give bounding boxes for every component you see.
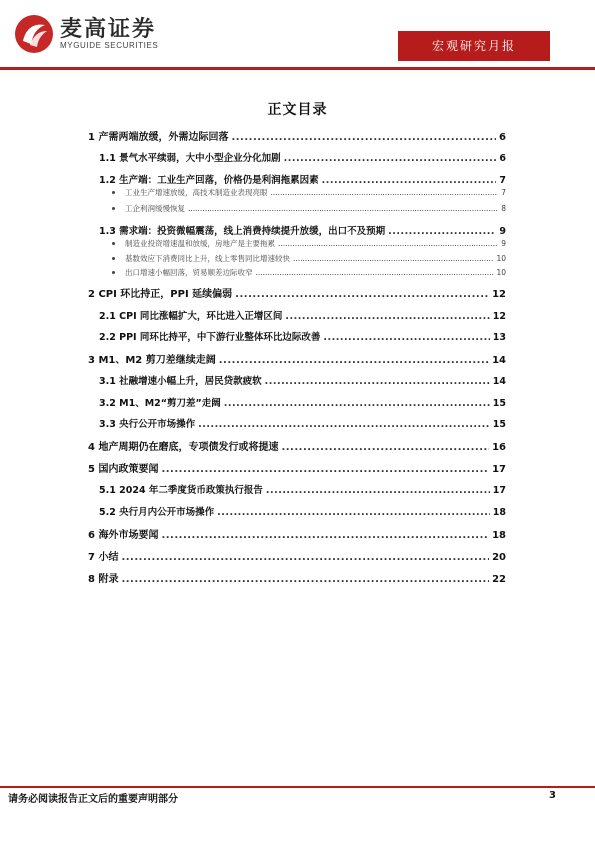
bullet-icon (112, 242, 115, 245)
dot-leader (188, 204, 498, 213)
toc-entry-page: 12 (492, 289, 506, 300)
bullet-icon (112, 191, 115, 194)
toc-entry-page: 22 (492, 574, 506, 585)
toc-entry[interactable] (99, 329, 506, 343)
toc-entry-page: 10 (496, 268, 506, 277)
toc-entry[interactable] (99, 373, 506, 387)
toc-entry-page: 16 (492, 442, 506, 453)
brand-name-cn: 麦高证券 (60, 17, 157, 42)
report-type-badge: 宏观研究月报 (398, 31, 550, 61)
toc-entry[interactable] (99, 308, 506, 322)
toc-entry-title: 1.2 生产端：工业生产回落，价格仍是利润拖累因素 (99, 175, 319, 186)
bullet-icon (112, 271, 115, 274)
toc-entry-page: 17 (492, 464, 506, 475)
dot-leader (224, 398, 490, 409)
toc-entry[interactable] (99, 172, 506, 186)
toc-entry-page: 9 (499, 226, 506, 237)
toc-entry-page: 6 (499, 153, 506, 164)
dot-leader (293, 254, 493, 263)
page-header (0, 0, 595, 70)
toc-entry[interactable] (88, 351, 506, 366)
toc-entry[interactable] (88, 570, 506, 585)
dot-leader (161, 530, 489, 541)
toc-entry-page: 10 (496, 254, 506, 263)
toc-entry-page: 20 (492, 552, 506, 563)
dot-leader (271, 188, 499, 197)
toc-entry[interactable] (99, 223, 506, 237)
toc-entry[interactable] (99, 504, 506, 518)
dot-leader (235, 289, 489, 300)
toc-entry-title: 1.3 需求端：投资微幅震荡，线上消费持续提升放缓，出口不及预期 (99, 226, 386, 237)
toc-entry-title: 出口增速小幅回落，贸易顺差边际收窄 (125, 268, 253, 277)
dot-leader (281, 442, 489, 453)
toc-entry-page: 13 (492, 332, 506, 343)
toc-entry-page: 6 (499, 132, 506, 143)
toc-entry[interactable] (99, 482, 506, 496)
toc-entry[interactable] (112, 238, 506, 249)
disclaimer-text: 请务必阅读报告正文后的重要声明部分 (8, 794, 178, 805)
dot-leader (278, 239, 498, 248)
toc-entry-page: 15 (492, 398, 506, 409)
toc-entry-title: 2.1 CPI 同比涨幅扩大，环比进入正增区间 (99, 311, 283, 322)
toc-entry[interactable] (88, 128, 506, 143)
toc-entry-title: 5 国内政策要闻 (88, 464, 159, 475)
dot-leader (198, 419, 490, 430)
dot-leader (231, 132, 496, 143)
toc-entry-title: 3.1 社融增速小幅上升，居民贷款疲软 (99, 376, 262, 387)
dot-leader (323, 332, 489, 343)
toc-entry-page: 17 (492, 485, 506, 496)
toc-entry-title: 2.2 PPI 同环比持平，中下游行业整体环比边际改善 (99, 332, 321, 343)
dot-leader (121, 574, 489, 585)
toc-entry-title: 8 附录 (88, 574, 119, 585)
toc-entry[interactable] (99, 150, 506, 164)
dot-leader (322, 175, 497, 186)
toc-entry-page: 7 (501, 188, 506, 197)
toc-entry[interactable] (99, 416, 506, 430)
toc-entry-page: 7 (499, 175, 506, 186)
toc-entry-title: 7 小结 (88, 552, 119, 563)
dot-leader (219, 355, 489, 366)
toc-entry-title: 工企利润缓慢恢复 (125, 204, 185, 213)
toc-entry-title: 3 M1、M2 剪刀差继续走阔 (88, 355, 216, 366)
toc-entry-title: 3.2 M1、M2“剪刀差”走阔 (99, 398, 221, 409)
toc-entry-title: 基数效应下消费同比上升，线上零售同比增速较快 (125, 254, 290, 263)
toc-entry-page: 14 (492, 355, 506, 366)
toc-entry-title: 制造业投资增速温和放缓，房地产是主要拖累 (125, 239, 275, 248)
dot-leader (285, 311, 489, 322)
page-number: 3 (549, 790, 556, 801)
toc-entry-page: 8 (501, 204, 506, 213)
dot-leader (284, 153, 497, 164)
toc-heading: 正文目录 (267, 102, 328, 118)
header-divider (0, 67, 595, 70)
brand-name-en: MYGUIDE SECURITIES (60, 41, 159, 50)
toc-entry[interactable] (112, 187, 506, 198)
toc-entry-title: 1 产需两端放缓，外需边际回落 (88, 132, 229, 143)
toc-entry-title: 1.1 景气水平续弱，大中小型企业分化加剧 (99, 153, 281, 164)
dot-leader (161, 464, 489, 475)
toc-entry-page: 14 (492, 376, 506, 387)
dot-leader (266, 485, 490, 496)
toc-entry[interactable] (88, 460, 506, 475)
dot-leader (256, 268, 494, 277)
toc-entry-page: 9 (501, 239, 506, 248)
toc-entry-title: 2 CPI 环比持正，PPI 延续偏弱 (88, 289, 233, 300)
toc-entry-title: 3.3 央行公开市场操作 (99, 419, 196, 430)
toc-entry-title: 4 地产周期仍在磨底，专项债发行或将提速 (88, 442, 279, 453)
toc-entry-title: 5.1 2024 年二季度货币政策执行报告 (99, 485, 263, 496)
toc-entry[interactable] (112, 203, 506, 214)
dot-leader (388, 226, 496, 237)
toc-entry-page: 15 (492, 419, 506, 430)
dot-leader (121, 552, 489, 563)
toc-entry[interactable] (112, 267, 506, 278)
dot-leader (265, 376, 490, 387)
toc-entry[interactable] (88, 438, 506, 453)
toc-entry-page: 18 (492, 530, 506, 541)
toc-entry-title: 5.2 央行月内公开市场操作 (99, 507, 215, 518)
toc-entry[interactable] (99, 395, 506, 409)
toc-entry[interactable] (88, 526, 506, 541)
footer-divider (0, 786, 595, 788)
bullet-icon (112, 207, 115, 210)
bullet-icon (112, 257, 115, 260)
toc-entry[interactable] (88, 548, 506, 563)
dot-leader (217, 507, 490, 518)
toc-entry-title: 工业生产增速放缓，高技术制造业表现亮眼 (125, 188, 268, 197)
toc-entry-page: 12 (492, 311, 506, 322)
toc-entry-page: 18 (492, 507, 506, 518)
toc-entry[interactable] (88, 285, 506, 300)
toc-entry-title: 6 海外市场要闻 (88, 530, 159, 541)
myguide-logo-icon (14, 14, 54, 54)
toc-entry[interactable] (112, 253, 506, 264)
